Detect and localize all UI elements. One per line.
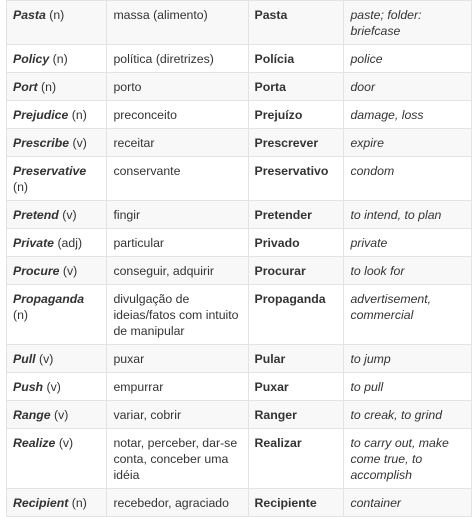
portuguese-translation-cell: massa (alimento) — [107, 1, 248, 45]
false-friend-meaning-cell: condom — [344, 157, 472, 201]
false-friend-cell: Porta — [248, 73, 344, 101]
part-of-speech: (n) — [71, 108, 87, 122]
english-word: Pasta — [13, 8, 46, 22]
part-of-speech: (n) — [13, 308, 29, 322]
false-friend-cell: Recipiente — [248, 489, 344, 517]
part-of-speech: (v) — [62, 208, 77, 222]
table-row — [7, 257, 472, 285]
false-friend-cell: Prejuízo — [248, 101, 344, 129]
english-word: Pull — [13, 352, 36, 366]
false-friend-meaning-cell: to pull — [344, 373, 472, 401]
part-of-speech: (n) — [71, 496, 87, 510]
portuguese-translation-cell: recebedor, agraciado — [107, 489, 248, 517]
english-word: Recipient — [13, 496, 69, 510]
false-friend-cell: Preservativo — [248, 157, 344, 201]
false-friend-cell: Pular — [248, 345, 344, 373]
english-word: Port — [13, 80, 38, 94]
english-word-cell — [7, 157, 107, 201]
false-friend-meaning-cell: to creak, to grind — [344, 401, 472, 429]
english-word: Policy — [13, 52, 50, 66]
table-row — [7, 101, 472, 129]
false-friend-meaning-cell: private — [344, 229, 472, 257]
table-row — [7, 229, 472, 257]
english-word-cell — [7, 401, 107, 429]
english-word-cell — [7, 429, 107, 489]
portuguese-translation-cell: particular — [107, 229, 248, 257]
part-of-speech: (n) — [49, 8, 65, 22]
false-friend-meaning-cell: advertisement, commercial — [344, 285, 472, 345]
portuguese-translation-cell: fingir — [107, 201, 248, 229]
false-friends-table — [6, 0, 472, 517]
portuguese-translation-cell: empurrar — [107, 373, 248, 401]
false-friend-meaning-cell: container — [344, 489, 472, 517]
part-of-speech: (adj) — [57, 236, 83, 250]
part-of-speech: (v) — [72, 136, 87, 150]
part-of-speech: (v) — [58, 436, 74, 450]
part-of-speech: (n) — [13, 180, 29, 194]
english-word-cell — [7, 257, 107, 285]
table-body — [7, 1, 472, 517]
english-word-cell — [7, 285, 107, 345]
table-row — [7, 201, 472, 229]
table-row — [7, 285, 472, 345]
false-friend-meaning-cell: to intend, to plan — [344, 201, 472, 229]
false-friend-cell: Realizar — [248, 429, 344, 489]
table-row — [7, 45, 472, 73]
table-row — [7, 429, 472, 489]
part-of-speech: (n) — [41, 80, 57, 94]
portuguese-translation-cell: variar, cobrir — [107, 401, 248, 429]
english-word-cell — [7, 129, 107, 157]
part-of-speech: (v) — [38, 352, 54, 366]
english-word-cell — [7, 201, 107, 229]
false-friends-table-container — [6, 0, 472, 517]
english-word: Realize — [13, 436, 56, 450]
portuguese-translation-cell: política (diretrizes) — [107, 45, 248, 73]
false-friend-cell: Pasta — [248, 1, 344, 45]
false-friend-cell: Pretender — [248, 201, 344, 229]
portuguese-translation-cell: puxar — [107, 345, 248, 373]
part-of-speech: (v) — [54, 408, 69, 422]
english-word-cell — [7, 345, 107, 373]
false-friend-cell: Privado — [248, 229, 344, 257]
english-word: Range — [13, 408, 51, 422]
false-friend-meaning-cell: expire — [344, 129, 472, 157]
english-word-cell — [7, 45, 107, 73]
english-word-cell — [7, 101, 107, 129]
part-of-speech: (n) — [52, 52, 68, 66]
false-friend-meaning-cell: to look for — [344, 257, 472, 285]
part-of-speech: (v) — [62, 264, 78, 278]
english-word: Preservative — [13, 164, 87, 178]
english-word: Procure — [13, 264, 60, 278]
table-row — [7, 73, 472, 101]
false-friend-cell: Prescrever — [248, 129, 344, 157]
english-word: Private — [13, 236, 55, 250]
false-friend-cell: Polícia — [248, 45, 344, 73]
table-row — [7, 345, 472, 373]
english-word: Propaganda — [13, 292, 85, 306]
table-row — [7, 401, 472, 429]
false-friend-cell: Procurar — [248, 257, 344, 285]
part-of-speech: (v) — [46, 380, 61, 394]
table-row — [7, 373, 472, 401]
portuguese-translation-cell: notar, perceber, dar-se conta, conceber uma idéia — [107, 429, 248, 489]
english-word-cell — [7, 1, 107, 45]
english-word: Prescribe — [13, 136, 70, 150]
portuguese-translation-cell: divulgação de ideias/fatos com intuito de manipular — [107, 285, 248, 345]
english-word: Prejudice — [13, 108, 69, 122]
portuguese-translation-cell: conseguir, adquirir — [107, 257, 248, 285]
false-friend-meaning-cell: to carry out, make come true, to accomplish — [344, 429, 472, 489]
false-friend-meaning-cell: paste; folder: briefcase — [344, 1, 472, 45]
english-word: Push — [13, 380, 44, 394]
table-row — [7, 489, 472, 517]
false-friend-cell: Propaganda — [248, 285, 344, 345]
english-word-cell — [7, 373, 107, 401]
false-friend-meaning-cell: to jump — [344, 345, 472, 373]
false-friend-meaning-cell: door — [344, 73, 472, 101]
english-word: Pretend — [13, 208, 59, 222]
false-friend-cell: Puxar — [248, 373, 344, 401]
portuguese-translation-cell: conservante — [107, 157, 248, 201]
table-row — [7, 157, 472, 201]
false-friend-cell: Ranger — [248, 401, 344, 429]
portuguese-translation-cell: preconceito — [107, 101, 248, 129]
table-row — [7, 129, 472, 157]
english-word-cell — [7, 73, 107, 101]
portuguese-translation-cell: receitar — [107, 129, 248, 157]
false-friend-meaning-cell: damage, loss — [344, 101, 472, 129]
english-word-cell — [7, 229, 107, 257]
table-row — [7, 1, 472, 45]
portuguese-translation-cell: porto — [107, 73, 248, 101]
false-friend-meaning-cell: police — [344, 45, 472, 73]
english-word-cell — [7, 489, 107, 517]
